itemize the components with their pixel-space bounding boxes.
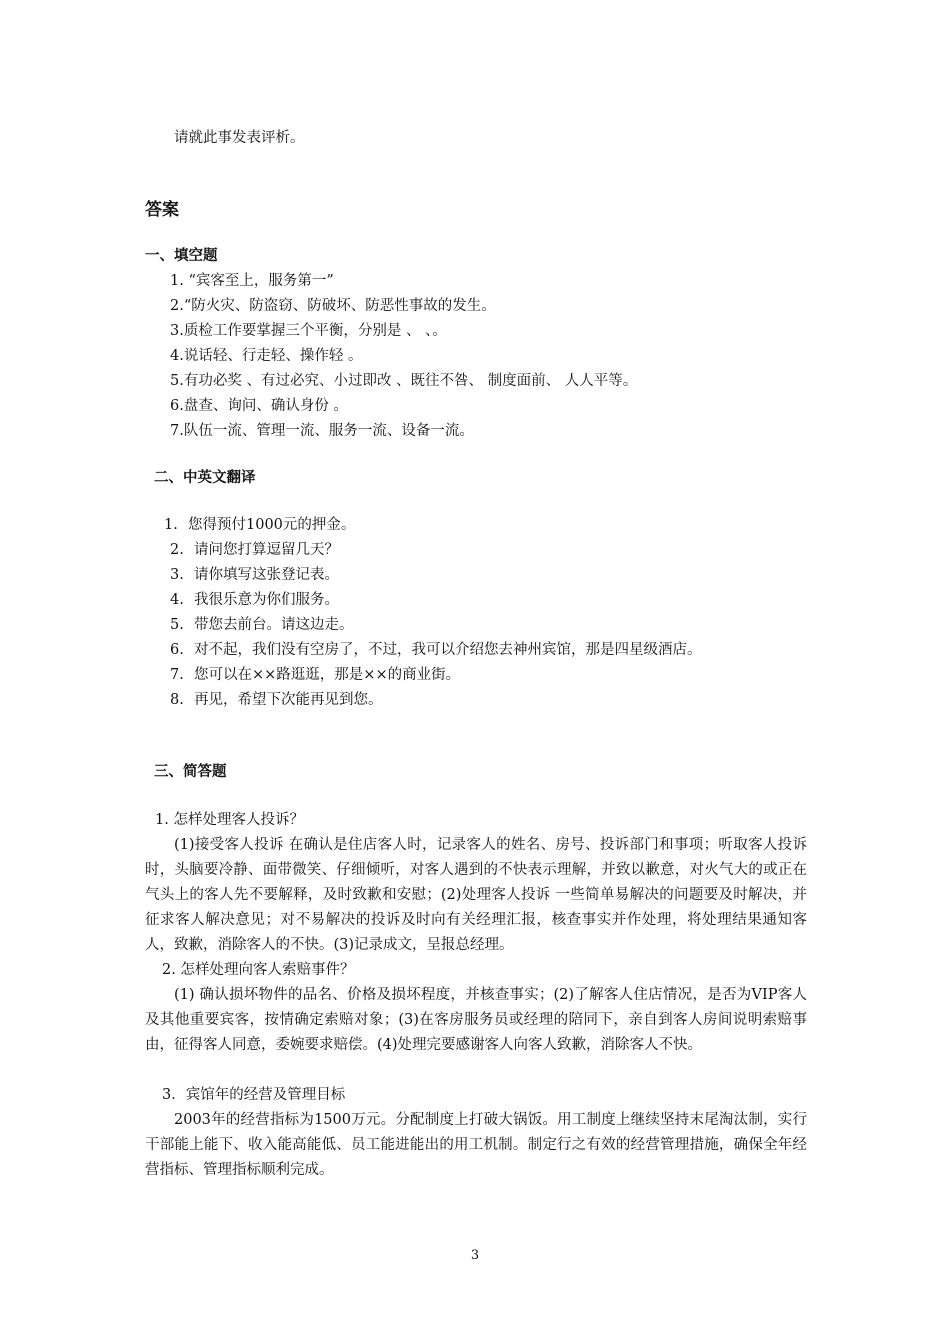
translate-item-text: 您可以在××路逛逛，那是××的商业街。 [194,667,461,683]
translate-item [170,615,354,635]
answer-heading: 答案 [145,200,179,220]
question-1: 1. 怎样处理客人投诉？ [155,812,304,828]
translate-item-text: 对不起，我们没有空房了，不过，我可以介绍您去神州宾馆，那是四星级酒店。 [194,642,702,658]
answer-3: 2003年的经营指标为1500万元。分配制度上打破大锅饭。用工制度上继续坚持末尾淘汰制，实行干部能上能下、收入能高能低、员工能进能出的用工机制。制定行之有效的经营管理措施，确保全年经营指标、管理指标顺利完成。 [145,1112,807,1178]
translate-item-num: 2. [170,542,184,558]
translate-item-num: 6. [170,642,184,658]
translate-item-num: 3. [170,567,184,583]
translate-item-num: 1. [164,517,178,533]
translate-item-text: 请问您打算逗留几天？ [194,542,339,558]
translate-item-text: 我很乐意为你们服务。 [194,592,339,608]
translate-item-text: 您得预付1000元的押金。 [188,517,356,533]
section2-heading: 二、中英文翻译 [154,470,256,486]
fill-item-2: 2.“防火灾、防盗窃、防破坏、防恶性事故的发生。 [170,298,496,314]
fill-item-4: 4.说话轻、行走轻、操作轻 。 [170,348,363,364]
translate-item-text: 再见，希望下次能再见到您。 [194,692,383,708]
intro-line: 请就此事发表评析。 [174,130,305,146]
fill-item-7: 7.队伍一流、管理一流、服务一流、设备一流。 [170,423,474,439]
fill-item-6: 6.盘查、询问、确认身份 。 [170,398,348,414]
translate-item-num: 8. [170,692,184,708]
translate-item [170,665,460,685]
question-3: 3．宾馆年的经营及管理目标 [162,1087,346,1103]
translate-item-num: 7. [170,667,184,683]
page-number: 3 [470,1248,480,1263]
translate-item-num: 4. [170,592,184,608]
translate-item-text: 带您去前台。请这边走。 [194,617,354,633]
translate-item-text: 请你填写这张登记表。 [194,567,339,583]
translate-item [170,565,339,585]
translate-item [164,515,355,535]
question-2: 2. 怎样处理向客人索赔事件？ [162,962,355,978]
answer-2: (1) 确认损坏物件的品名、价格及损坏程度，并核查事实；(2)了解客人住店情况，是否为VIP客人及其他重要宾客，按情确定索赔对象；(3)在客房服务员或经理的陪同下，亲自到客人房间说明索赔事由，征得客人同意，委婉要求赔偿。(4)处理完要感谢客人向客人致歉，消除客人不快。 [145,987,807,1053]
translate-item-num: 5. [170,617,184,633]
fill-item-1: 1. “宾客至上，服务第一” [170,273,334,289]
translate-item [170,640,702,660]
section1-heading: 一、填空题 [145,248,218,264]
fill-item-3: 3.质检工作要掌握三个平衡，分别是 、 、。 [170,323,447,339]
translate-item [170,540,339,560]
section3-heading: 三、简答题 [154,764,227,780]
fill-item-5: 5.有功必奖 、有过必究、小过即改 、既往不咎、 制度面前、 人人平等。 [170,373,638,389]
translate-item [170,590,339,610]
translate-item [170,690,383,710]
answer-1: (1)接受客人投诉 在确认是住店客人时，记录客人的姓名、房号、投诉部门和事项；听取客人投诉时，头脑要冷静、面带微笑、仔细倾听，对客人遇到的不快表示理解，并致以歉意，对火气大的或正在气头上的客人先不要解释，及时致歉和安慰；(2)处理客人投诉 一些简单易解决的问题要及时解决，并征求客人解决意见；对不易解决的投诉及时向有关经理汇报，核查事实并作处理，将处理结果通知客人，致歉，消除客人的不快。(3)记录成文，呈报总经理。 [145,837,807,953]
